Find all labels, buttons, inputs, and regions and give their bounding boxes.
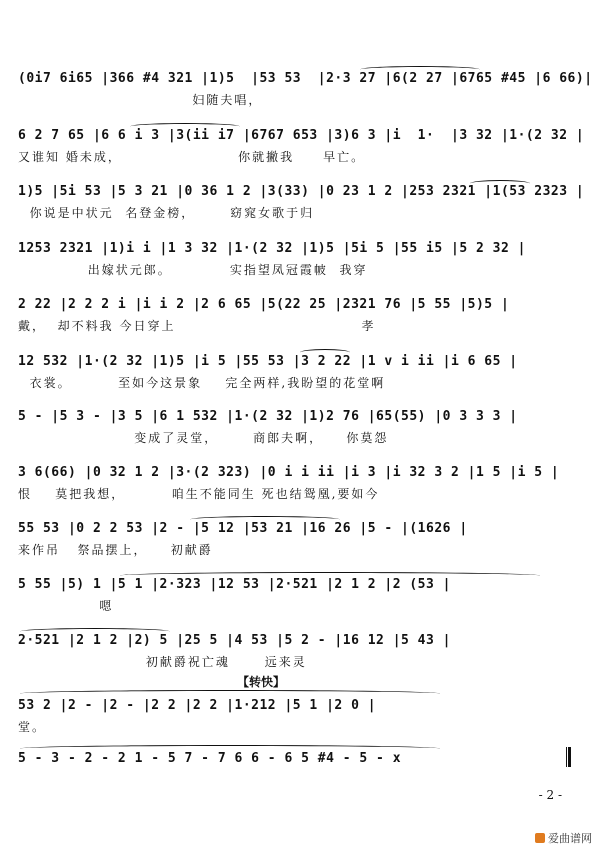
final-barline	[566, 747, 571, 767]
page-number: - 2 -	[538, 788, 562, 802]
staff-row	[18, 296, 586, 334]
staff-row	[18, 127, 586, 165]
lyrics-line: 变成了灵堂， 商郎夫啊， 你莫怨	[18, 431, 389, 445]
site-watermark	[535, 830, 592, 846]
slur-mark	[470, 180, 530, 187]
staff-row	[18, 520, 586, 558]
site-logo-icon	[535, 833, 545, 843]
staff-row	[18, 576, 586, 614]
notation-line: 53 2 |2 - |2 - |2 2 |2 2 |1·212 |5 1 |2 0 |	[18, 698, 377, 713]
lyrics-line: 又谁知 婚未成， 你就撇我 早亡。	[18, 150, 366, 164]
tempo-mark: 【转快】	[237, 675, 286, 689]
lyrics-line: 来作吊 祭品摆上， 初献爵	[18, 543, 213, 557]
notation-line: 3 6(66) |0 32 1 2 |3·(2 323) |0 i i ii |i 3 |i 32 3 2 |1 5 |i 5 |	[18, 465, 560, 480]
staff-row	[18, 750, 586, 768]
lyrics-line: 初献爵祝亡魂 远来灵	[18, 655, 307, 669]
lyrics-line: 戴， 却不料我 今日穿上 孝	[18, 319, 376, 333]
staff-row	[18, 183, 586, 221]
lyrics-line: 衣裳。 至如今这景象 完全两样,我盼望的花堂啊	[18, 376, 386, 390]
notation-line: 5 - 3 - 2 - 2 1 - 5 7 - 7 6 6 - 6 5 #4 - 5 - x	[18, 751, 402, 766]
site-name: 爱曲谱网	[548, 832, 592, 845]
notation-line: 1253 2321 |1)i i |1 3 32 |1·(2 32 |1)5 |5i 5 |55 i5 |5 2 32 |	[18, 241, 526, 256]
slur-mark	[360, 66, 480, 73]
lyrics-line: 堂。	[18, 720, 47, 734]
notation-line: 5 55 |5) 1 |5 1 |2·323 |12 53 |2·521 |2 1 2 |2 (53 |	[18, 577, 451, 592]
notation-line: 12 532 |1·(2 32 |1)5 |i 5 |55 53 |3 2 22 |1 v i ii |i 6 65 |	[18, 354, 518, 369]
lyrics-line: 你说是中状元 名登金榜， 窈窕女歌于归	[18, 206, 315, 220]
notation-line: 55 53 |0 2 2 53 |2 - |5 12 |53 21 |16 26 |5 - |(1626 |	[18, 521, 468, 536]
staff-row	[18, 353, 586, 391]
notation-line: (0i7 6i65 |366 #4 321 |1)5 |53 53 |2·3 27 |6(2 27 |6765 #45 |6 66)|	[18, 71, 593, 86]
staff-row	[18, 408, 586, 446]
slur-mark	[120, 572, 540, 579]
notation-line: 2·521 |2 1 2 |2) 5 |25 5 |4 53 |5 2 - |16 12 |5 43 |	[18, 633, 451, 648]
staff-row	[18, 464, 586, 502]
staff-row	[18, 70, 593, 108]
lyrics-line: 嗯	[18, 599, 114, 613]
staff-row	[18, 697, 586, 735]
slur-mark	[300, 349, 350, 356]
notation-line: 5 - |5 3 - |3 5 |6 1 532 |1·(2 32 |1)2 76 |65(55) |0 3 3 3 |	[18, 409, 518, 424]
slur-mark	[130, 123, 240, 130]
notation-line: 6 2 7 65 |6 6 i 3 |3(ii i7 |6767 653 |3)6 3 |i 1· |3 32 |1·(2 32 |	[18, 128, 585, 143]
lyrics-line: 恨 莫把我想， 咱生不能同生 死也结鸳凰,要如今	[18, 487, 380, 501]
staff-row	[18, 632, 586, 670]
lyrics-line: 出嫁状元郎。 实指望凤冠霞帔 我穿	[18, 263, 368, 277]
notation-line: 1)5 |5i 53 |5 3 21 |0 36 1 2 |3(33) |0 23 1 2 |253 2321 |1(53 2323 |	[18, 184, 585, 199]
slur-mark	[20, 628, 170, 635]
staff-row	[18, 240, 586, 278]
slur-mark	[20, 745, 440, 752]
notation-line: 2 22 |2 2 2 i |i i 2 |2 6 65 |5(22 25 |2321 76 |5 55 |5)5 |	[18, 297, 510, 312]
slur-mark	[20, 690, 440, 697]
slur-mark	[190, 516, 340, 523]
lyrics-line: 妇随夫唱，	[18, 93, 263, 107]
